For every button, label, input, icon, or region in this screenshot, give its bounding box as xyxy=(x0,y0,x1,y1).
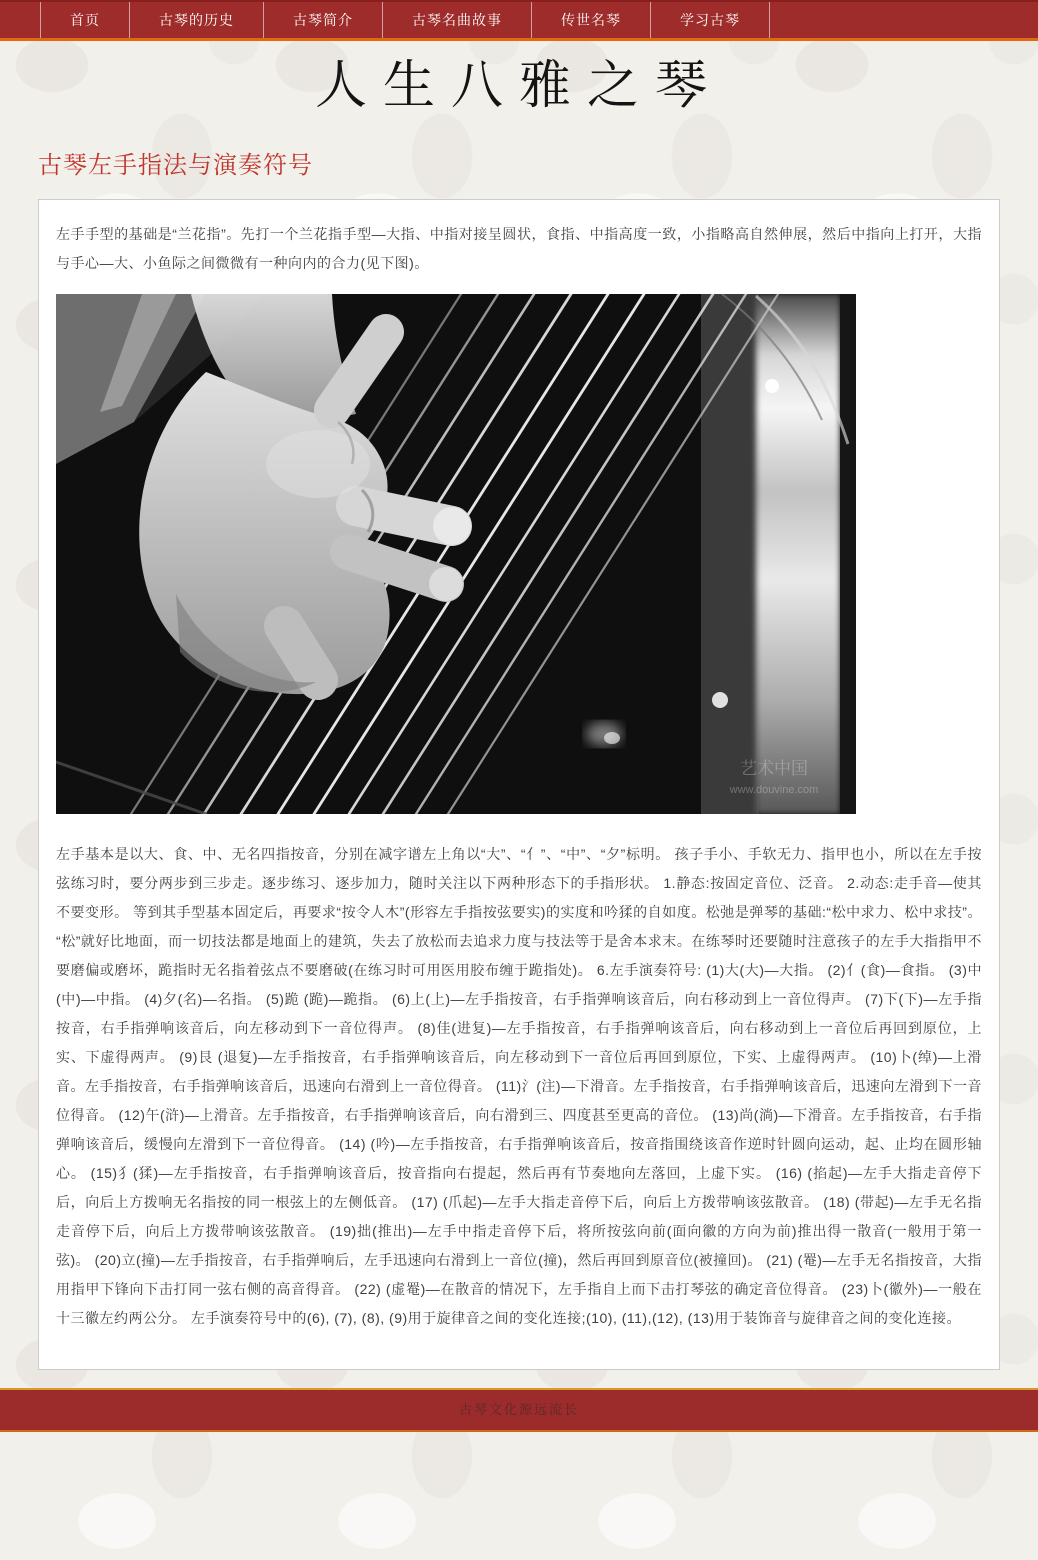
nav-item-home xyxy=(40,2,129,38)
nav-link-history[interactable]: 古琴的历史 xyxy=(159,12,234,28)
nav-link-famous-qin[interactable]: 传世名琴 xyxy=(561,12,621,28)
nav-item-learn xyxy=(650,2,770,38)
body-paragraph: 左手基本是以大、食、中、无名四指按音，分别在减字谱左上角以“大”、“亻”、“中”、“夕”标明。 孩子手小、手软无力、指甲也小，所以在左手按弦练习时，要分两步到三步走。逐步练习、逐步加力，随时关注以下两种形态下的手指形状。 1.静态:按固定音位、泛音。 2.动态:走手音—使其不要变形。 等到其手型基本固定后，再要求“按令人木”(形容左手指按弦要实)的实度和吟猱的自如度。松弛是弹琴的基础:“松中求力、松中求技”。 “松”就好比地面，而一切技法都是地面上的建筑，失去了放松而去追求力度与技法等于是舍本求末。在练琴时还要随时注意孩子的左手大指指甲不要磨偏或磨坏，跪指时无名指着弦点不要磨破(在练习时可用医用胶布缠于跪指处)。 6.左手演奏符号: (1)大(大)—大指。 (2)亻(食)—食指。 (3)中(中)—中指。 (4)夕(名)—名指。 (5)跪 (跪)—跪指。 (6)上(上)—左手指按音，右手指弹响该音后，向右移动到上一音位得声。 (7)下(下)—左手指按音，右手指弹响该音后，向左移动到下一音位得声。 (8)佳(进复)—左手指按音，右手指弹响该音后，向右移动到上一音位后再回到原位，上实、下虚得两声。 (9)艮 (退复)—左手指按音，右手指弹响该音后，向左移动到下一音位后再回到原位，下实、上虚得两声。 (10)卜(绰)—上滑音。左手指按音，右手指弹响该音后，迅速向右滑到上一音位得音。 (11)氵(注)—下滑音。左手指按音，右手指弹响该音后，迅速向左滑到下一音位得音。 (12)午(浒)—上滑音。左手指按音，右手指弹响该音后，向右滑到三、四度甚至更高的音位。 (13)尚(淌)—下滑音。左手指按音，右手指弹响该音后，缓慢向左滑到下一音位得音。 (14) (吟)—左手指按音，右手指弹响该音后，按音指围绕该音作逆时针圆向运动，起、止均在圆形轴心。 (15)犭(猱)—左手指按音，右手指弹响该音后，按音指向右提起，然后再有节奏地向左落回，上虚下实。 (16) (掐起)—左手大指走音停下后，向后上方拨响无名指按的同一根弦上的左侧低音。 (17) (爪起)—左手大指走音停下后，向后上方拨带响该弦散音。 (18) (带起)—左手无名指走音停下后，向后上方拨带响该弦散音。 (19)拙(推出)—左手中指走音停下后，将所按弦向前(面向徽的方向为前)推出得一散音(一般用于第一弦)。 (20)立(撞)—左手指按音，右手指弹响后，左手迅速向右滑到上一音位(撞)，然后再回到原音位(被撞回)。 (21) (罨)—左手无名指按音，大指用指甲下锋向下击打同一弦右侧的高音得音。 (22) (虚罨)—在散音的情况下，左手指自上而下击打琴弦的确定音位得音。 (23)卜(徽外)—一般在十三徽左约两公分。 左手演奏符号中的(6), (7), (8), (9)用于旋律音之间的变化连接;(10), (11),(12), (13)用于装饰音与旋律音之间的变化连接。 xyxy=(56,846,982,1326)
guqin-hand-photo-svg xyxy=(56,294,856,814)
photo-watermark xyxy=(729,759,819,796)
watermark-line2: www.douvine.com xyxy=(729,784,819,796)
footer-text: 古琴文化源远流长 xyxy=(458,1402,579,1417)
watermark-line1: 艺术中国 xyxy=(740,759,808,778)
nav-item-famous-pieces xyxy=(382,2,531,38)
section-title: 古琴左手指法与演奏符号 xyxy=(38,153,313,179)
guqin-hand-photo xyxy=(56,294,856,814)
nav-link-home[interactable]: 首页 xyxy=(70,12,100,28)
photo-qin-edge-highlight xyxy=(701,294,856,814)
nav-link-famous-pieces[interactable]: 古琴名曲故事 xyxy=(412,12,502,28)
nav-item-intro xyxy=(263,2,382,38)
nav-link-intro[interactable]: 古琴简介 xyxy=(293,12,353,28)
nav-item-famous-qin xyxy=(531,2,650,38)
nav-list xyxy=(0,2,1038,38)
site-title: 人生八雅之琴 xyxy=(314,56,723,116)
nav-item-history xyxy=(129,2,263,38)
content-panel xyxy=(38,199,1000,1370)
nav-link-learn[interactable]: 学习古琴 xyxy=(680,12,740,28)
main-nav xyxy=(0,0,1038,41)
page-footer xyxy=(0,1388,1038,1432)
intro-paragraph: 左手手型的基础是“兰花指”。先打一个兰花指手型—大指、中指对接呈圆状，食指、中指高度一致，小指略高自然伸展，然后中指向上打开，大指与手心—大、小鱼际之间微微有一种向内的合力(见下图)。 xyxy=(56,226,982,271)
